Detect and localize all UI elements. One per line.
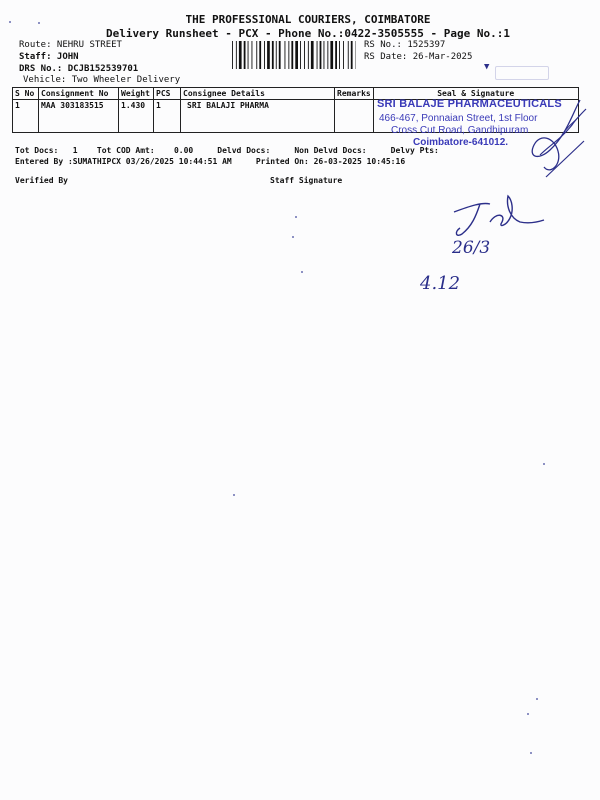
scan-speck — [38, 22, 40, 24]
stamp-address-2: Cross Cut Road, Gandhipuram — [391, 125, 529, 136]
col-seal: Seal & Signature — [373, 88, 578, 100]
stamp-company: SRI BALAJE PHARMACEUTICALS — [377, 98, 562, 110]
handwritten-time: 4.12 — [420, 273, 461, 294]
stamp-address-1: 466-467, Ponnaian Street, 1st Floor — [379, 113, 538, 124]
totals-line: Tot Docs: 1 Tot COD Amt: 0.00 Delvd Docs: Non Delvd Docs: Delvy Pts: — [15, 146, 439, 155]
signature-scribble — [510, 95, 592, 180]
scan-speck — [543, 463, 545, 465]
route-label: Route: NEHRU STREET — [19, 40, 122, 50]
verified-by-label: Verified By — [15, 176, 68, 185]
col-pcs: PCS — [154, 88, 181, 100]
barcode-image — [232, 41, 356, 69]
scan-speck — [233, 494, 235, 496]
staff-signature-label: Staff Signature — [270, 176, 343, 185]
drs-number: DRS No.: DCJB152539701 — [19, 64, 139, 74]
company-title: THE PROFESSIONAL COURIERS, COIMBATORE — [185, 13, 431, 26]
pen-mark-icon: ▼ — [484, 62, 490, 72]
scan-speck — [536, 698, 538, 700]
cell-consignee: SRI BALAJI PHARMA — [181, 100, 335, 133]
scan-speck — [301, 271, 303, 273]
stamp-address-3: Coimbatore-641012. — [413, 137, 509, 148]
cell-pcs: 1 — [154, 100, 181, 133]
vehicle-label: Vehicle: Two Wheeler Delivery — [23, 75, 181, 85]
rs-date: RS Date: 26-Mar-2025 — [364, 52, 473, 62]
rs-number: RS No.: 1525397 — [364, 40, 446, 50]
cell-weight: 1.430 — [119, 100, 154, 133]
runsheet-subtitle: Delivery Runsheet - PCX - Phone No.:0422-3505555 - Page No.:1 — [106, 27, 510, 40]
col-remarks: Remarks — [335, 88, 374, 100]
handwritten-date: 26/3 — [452, 238, 491, 258]
cell-remarks — [335, 100, 374, 133]
cell-sno: 1 — [13, 100, 39, 133]
col-consignee: Consignee Details — [181, 88, 335, 100]
scan-speck — [9, 21, 11, 23]
scan-speck — [527, 713, 529, 715]
scan-speck — [295, 216, 297, 218]
col-weight: Weight — [119, 88, 154, 100]
scan-speck — [292, 236, 294, 238]
entered-by-line: Entered By :SUMATHIPCX 03/26/2025 10:44:51 AM Printed On: 26-03-2025 10:45:16 — [15, 157, 406, 166]
faded-stamp-mark — [495, 66, 549, 80]
col-consignment: Consignment No — [39, 88, 119, 100]
cell-consignment: MAA 303183515 — [39, 100, 119, 133]
staff-signature-scribble — [450, 192, 550, 242]
scan-speck — [530, 752, 532, 754]
staff-label: Staff: JOHN — [19, 52, 79, 62]
col-sno: S No — [13, 88, 39, 100]
